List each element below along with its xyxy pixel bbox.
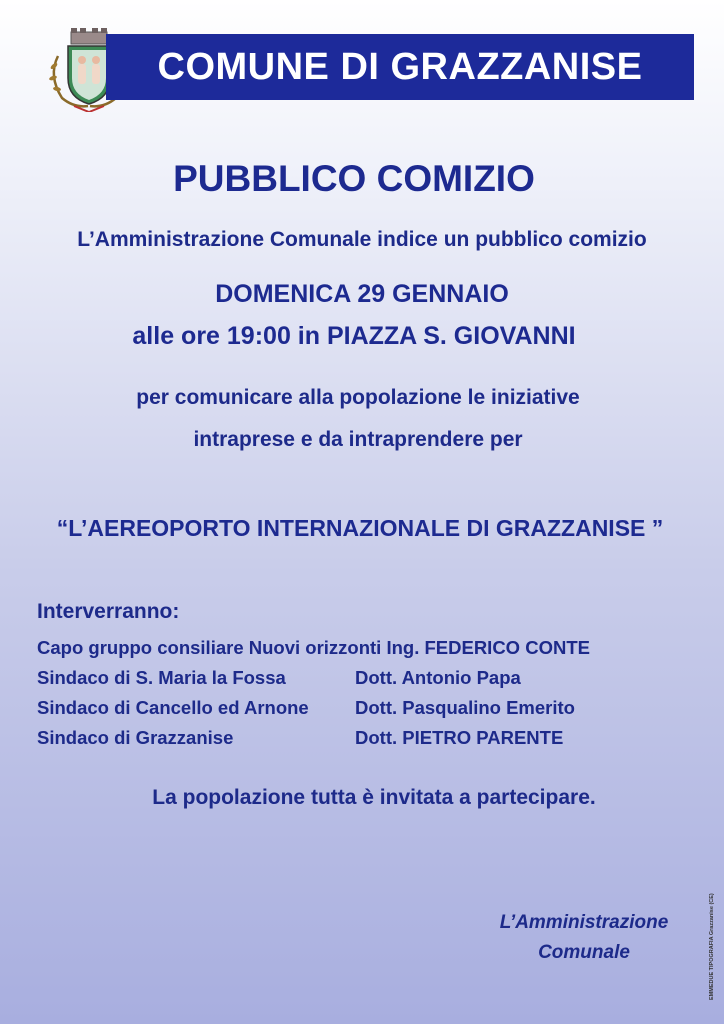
event-time-place: alle ore 19:00 in PIAZZA S. GIOVANNI	[132, 322, 576, 350]
speaker-role: Sindaco di Cancello ed Arnone	[37, 697, 309, 718]
signature-line-2: Comunale	[538, 942, 630, 963]
signature-line-1: L’Amministrazione	[499, 912, 669, 933]
speaker-role: Sindaco di Grazzanise	[37, 727, 234, 748]
page-title: PUBBLICO COMIZIO	[173, 158, 535, 199]
project-title: “L’AEREOPORTO INTERNAZIONALE DI GRAZZANISE ”	[56, 515, 664, 541]
speaker-name: Dott. PIETRO PARENTE	[355, 727, 564, 748]
speaker-name: Dott. Antonio Papa	[355, 667, 521, 688]
purpose-line-1: per comunicare alla popolazione le iniziative	[136, 386, 580, 409]
speaker-item	[37, 697, 575, 719]
speakers-heading: Interverranno:	[37, 600, 180, 623]
announcement-intro: L’Amministrazione Comunale indice un pubblico comizio	[77, 228, 647, 251]
municipality-title-banner: COMUNE DI GRAZZANISE	[106, 34, 694, 100]
event-date: DOMENICA 29 GENNAIO	[215, 280, 509, 308]
speaker-role: Capo gruppo consiliare Nuovi orizzonti Ing. FEDERICO CONTE	[37, 637, 590, 658]
speaker-role: Sindaco di S. Maria la Fossa	[37, 667, 286, 688]
speaker-item	[37, 727, 564, 749]
speaker-item	[37, 637, 590, 659]
closing-invitation: La popolazione tutta è invitata a partecipare.	[152, 786, 596, 809]
speaker-name: Dott. Pasqualino Emerito	[355, 697, 575, 718]
purpose-line-2: intraprese e da intraprendere per	[193, 428, 523, 451]
printer-credit: EMMEDUE TIPOGRAFIA Grazzanise (CE)	[709, 893, 715, 1000]
speaker-item	[37, 667, 521, 689]
